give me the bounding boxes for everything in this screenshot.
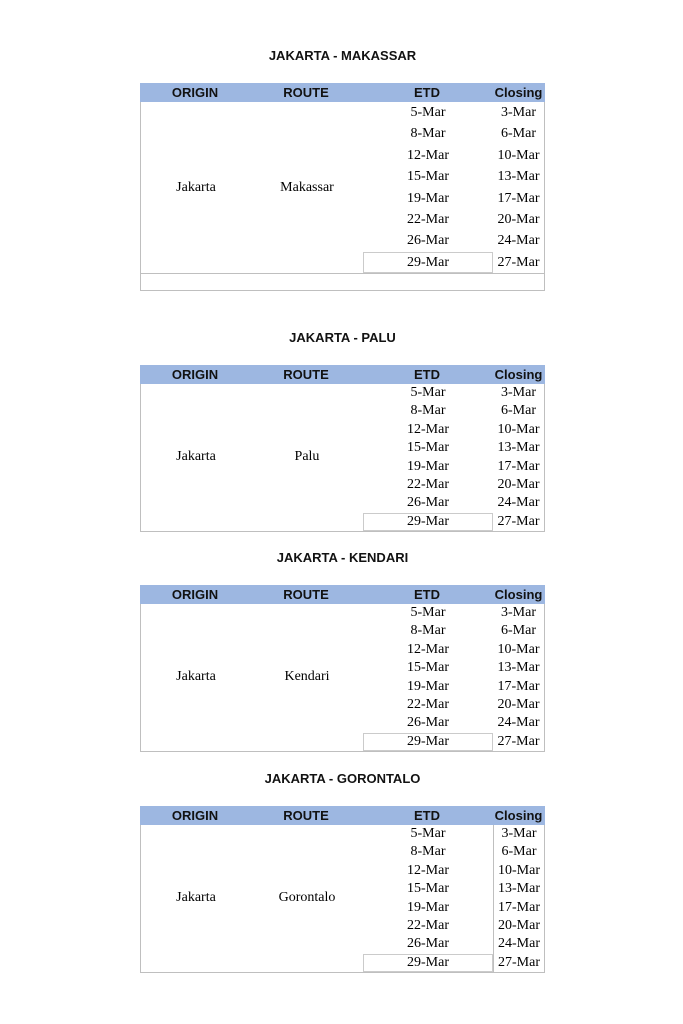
etd-cell: 22-Mar — [407, 696, 449, 712]
closing-cell: 27-Mar — [497, 254, 540, 270]
etd-cell: 19-Mar — [407, 458, 449, 474]
closing-cell: 20-Mar — [497, 476, 540, 492]
table-title: JAKARTA - PALU — [289, 330, 396, 345]
column-header-etd: ETD — [414, 587, 440, 602]
etd-cell: 15-Mar — [407, 881, 449, 897]
closing-cell: 27-Mar — [497, 513, 540, 529]
etd-cell: 5-Mar — [410, 826, 446, 841]
etd-cell: 8-Mar — [410, 126, 446, 142]
etd-cell: 19-Mar — [407, 899, 449, 915]
schedule-section-makassar — [140, 48, 545, 291]
closing-cell: 13-Mar — [493, 880, 544, 898]
schedule-table — [140, 806, 545, 973]
closing-cell: 24-Mar — [493, 935, 544, 953]
table-title: JAKARTA - MAKASSAR — [268, 48, 417, 63]
closing-cell: 6-Mar — [501, 126, 536, 142]
table-body — [140, 825, 545, 973]
closing-cell: 10-Mar — [497, 641, 540, 657]
column-header-route: ROUTE — [283, 587, 329, 602]
closing-cell: 17-Mar — [497, 678, 540, 694]
schedule-table — [140, 83, 545, 291]
etd-cell: 26-Mar — [407, 495, 449, 511]
column-header-closing: Closing — [494, 85, 543, 100]
etd-cell: 15-Mar — [407, 660, 449, 676]
closing-cell: 10-Mar — [497, 421, 540, 437]
origin-cell: Jakarta — [176, 179, 216, 195]
etd-cell: 5-Mar — [410, 605, 446, 620]
route-cell: Kendari — [284, 669, 330, 685]
closing-cell: 17-Mar — [497, 190, 540, 206]
closing-cell: 20-Mar — [497, 211, 540, 227]
column-header-etd: ETD — [414, 85, 440, 100]
origin-cell: Jakarta — [176, 669, 216, 685]
column-header-route: ROUTE — [283, 367, 329, 382]
etd-cell: 5-Mar — [410, 105, 446, 120]
schedule-section-gorontalo — [140, 771, 545, 973]
closing-cell: 10-Mar — [497, 147, 540, 163]
closing-cell: 17-Mar — [493, 899, 544, 917]
column-header-origin: ORIGIN — [171, 587, 219, 602]
closing-cell: 20-Mar — [497, 696, 540, 712]
schedule-section-palu — [140, 330, 545, 532]
table-title: JAKARTA - GORONTALO — [264, 771, 421, 786]
schedule-table — [140, 365, 545, 532]
closing-cell: 6-Mar — [501, 403, 536, 419]
etd-cell: 5-Mar — [410, 385, 446, 400]
column-header-origin: ORIGIN — [171, 367, 219, 382]
closing-cell: 3-Mar — [501, 385, 536, 400]
column-header-closing: Closing — [494, 367, 543, 382]
column-header-origin: ORIGIN — [171, 85, 219, 100]
etd-cell: 12-Mar — [407, 147, 449, 163]
table-title: JAKARTA - KENDARI — [276, 550, 409, 565]
etd-cell: 22-Mar — [407, 211, 449, 227]
table-body — [140, 604, 545, 752]
closing-cell: 24-Mar — [497, 495, 540, 511]
table-header-row — [140, 806, 545, 825]
etd-cell: 29-Mar — [363, 954, 493, 972]
etd-cell: 29-Mar — [363, 513, 493, 531]
closing-cell: 10-Mar — [493, 862, 544, 880]
schedule-section-kendari — [140, 550, 545, 752]
etd-cell: 12-Mar — [407, 862, 449, 878]
closing-cell: 13-Mar — [497, 169, 540, 185]
column-header-route: ROUTE — [283, 808, 329, 823]
schedule-table — [140, 585, 545, 752]
etd-cell: 15-Mar — [407, 169, 449, 185]
closing-cell: 17-Mar — [497, 458, 540, 474]
closing-cell: 27-Mar — [497, 733, 540, 749]
etd-cell: 8-Mar — [410, 403, 446, 419]
origin-cell: Jakarta — [176, 449, 216, 465]
closing-cell: 6-Mar — [501, 623, 536, 639]
column-header-closing: Closing — [494, 587, 543, 602]
table-body — [140, 102, 545, 273]
table-header-row — [140, 83, 545, 102]
etd-cell: 12-Mar — [407, 641, 449, 657]
etd-cell: 8-Mar — [410, 844, 446, 860]
closing-cell: 3-Mar — [501, 105, 536, 120]
origin-cell: Jakarta — [176, 890, 216, 906]
column-header-origin: ORIGIN — [171, 808, 219, 823]
etd-cell: 19-Mar — [407, 678, 449, 694]
closing-cell: 24-Mar — [497, 715, 540, 731]
column-header-etd: ETD — [414, 808, 440, 823]
table-header-row — [140, 585, 545, 604]
route-cell: Palu — [294, 449, 320, 465]
empty-row — [140, 273, 545, 291]
column-header-route: ROUTE — [283, 85, 329, 100]
etd-cell: 26-Mar — [407, 715, 449, 731]
closing-cell: 27-Mar — [493, 954, 544, 972]
etd-cell: 19-Mar — [407, 190, 449, 206]
etd-cell: 22-Mar — [407, 476, 449, 492]
etd-cell: 12-Mar — [407, 421, 449, 437]
etd-cell: 29-Mar — [363, 252, 493, 273]
route-cell: Gorontalo — [278, 890, 336, 906]
table-body — [140, 384, 545, 532]
table-header-row — [140, 365, 545, 384]
etd-cell: 8-Mar — [410, 623, 446, 639]
closing-cell: 24-Mar — [497, 233, 540, 249]
etd-cell: 29-Mar — [363, 733, 493, 751]
closing-cell: 6-Mar — [493, 843, 544, 861]
closing-cell: 3-Mar — [501, 605, 536, 620]
closing-cell: 3-Mar — [493, 825, 544, 843]
column-header-etd: ETD — [414, 367, 440, 382]
closing-cell: 13-Mar — [497, 440, 540, 456]
column-header-closing: Closing — [494, 808, 543, 823]
closing-cell: 20-Mar — [493, 917, 544, 935]
etd-cell: 22-Mar — [407, 917, 449, 933]
route-cell: Makassar — [280, 179, 334, 195]
etd-cell: 26-Mar — [407, 936, 449, 952]
etd-cell: 26-Mar — [407, 233, 449, 249]
closing-cell: 13-Mar — [497, 660, 540, 676]
etd-cell: 15-Mar — [407, 440, 449, 456]
